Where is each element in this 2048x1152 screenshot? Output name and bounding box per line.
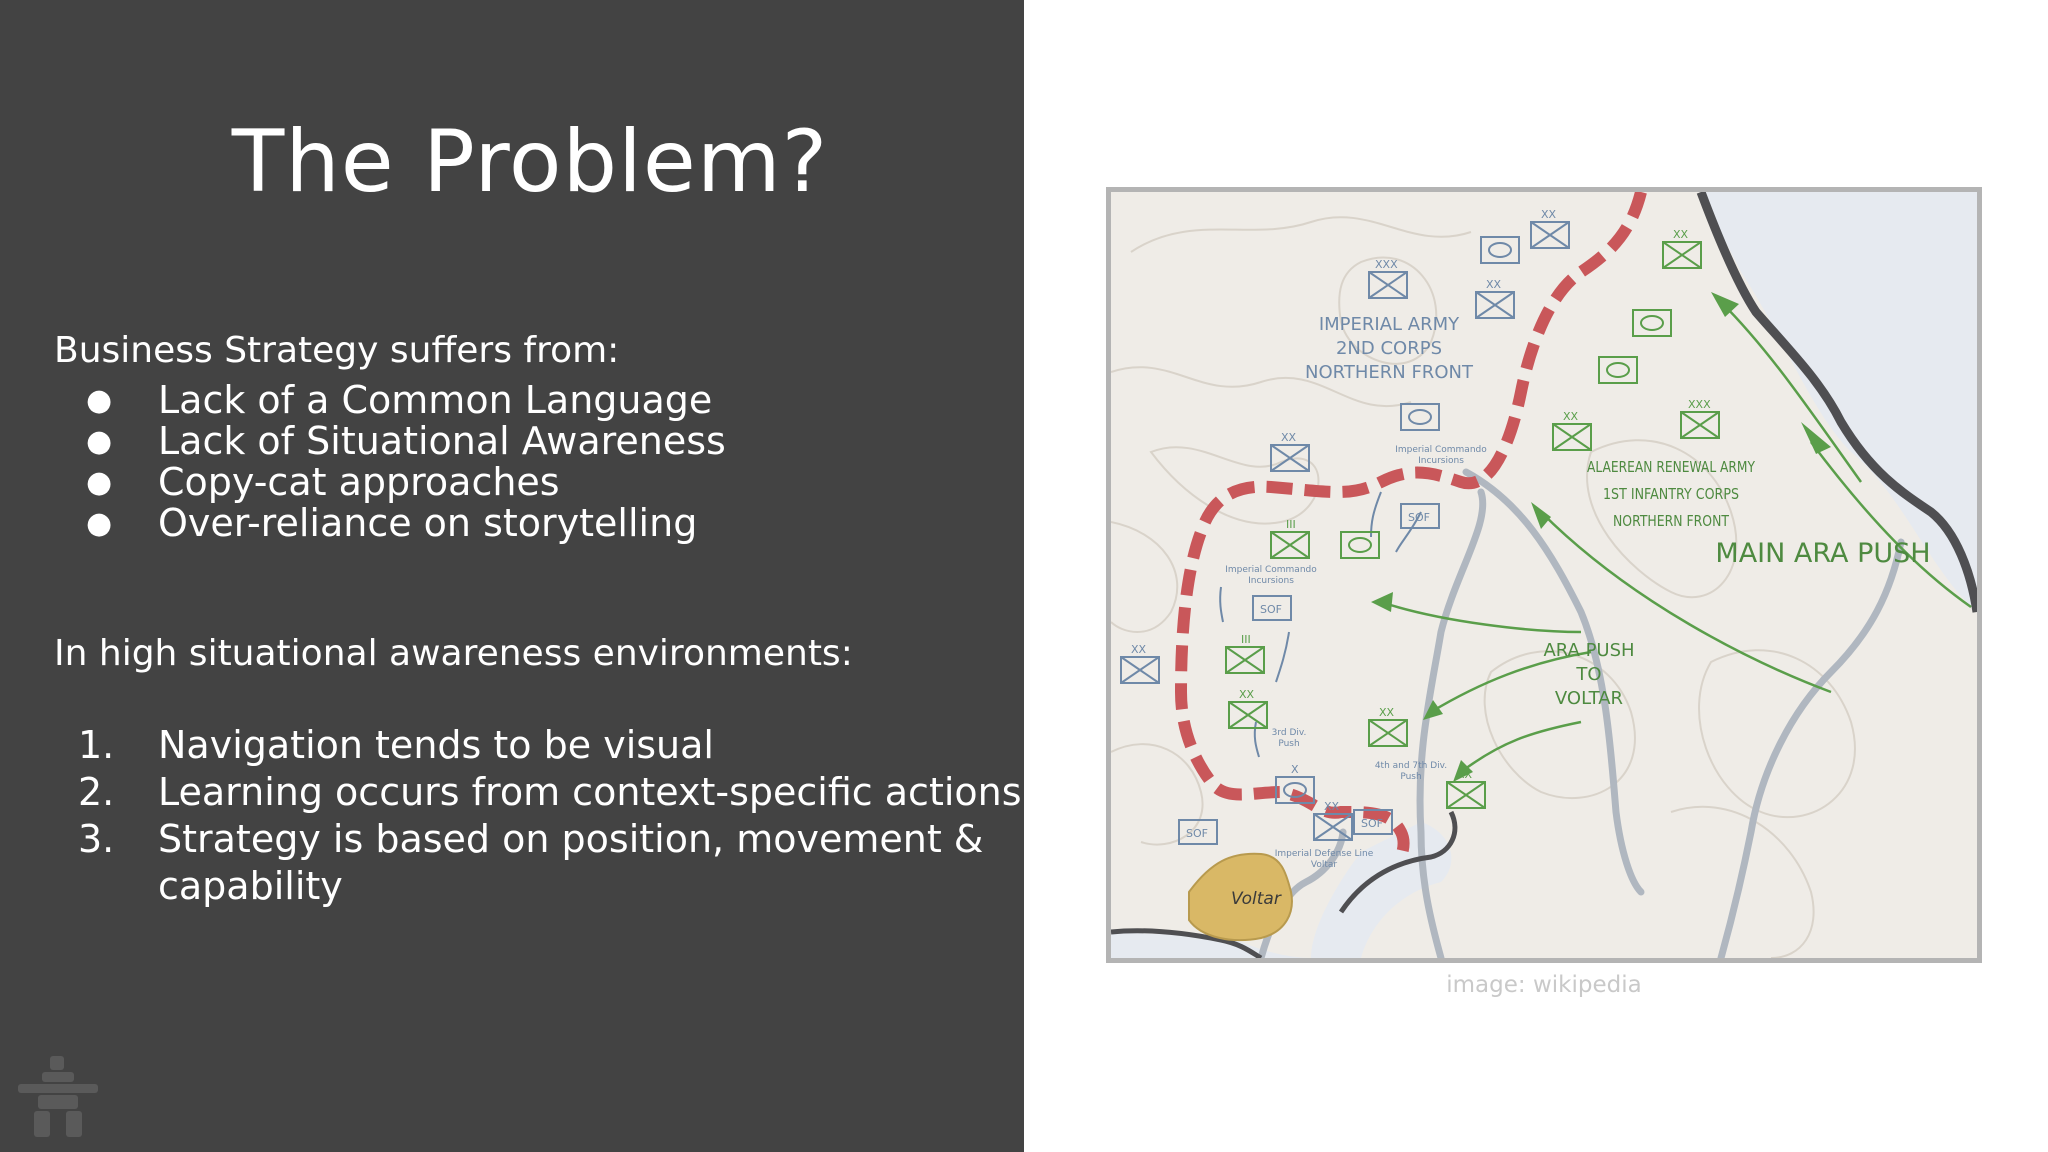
svg-text:NORTHERN FRONT: NORTHERN FRONT [1305, 362, 1473, 383]
imperial-army-label [1305, 314, 1474, 383]
svg-text:Incursions: Incursions [1418, 456, 1464, 466]
svg-text:NORTHERN FRONT: NORTHERN FRONT [1613, 512, 1730, 530]
alaerean-army-label [1587, 458, 1756, 530]
svg-text:XX: XX [1379, 706, 1395, 719]
main-push-label: MAIN ARA PUSH [1715, 538, 1931, 569]
svg-text:XXX: XXX [1375, 258, 1398, 271]
contour-lines [1111, 217, 1855, 958]
list-item: ● Lack of Situational Awareness [86, 419, 726, 463]
list-item: 1. Navigation tends to be visual [78, 723, 714, 767]
svg-text:Push: Push [1278, 739, 1300, 749]
svg-text:Imperial Defense Line: Imperial Defense Line [1274, 849, 1374, 859]
svg-text:Push: Push [1400, 772, 1422, 782]
section1-heading: Business Strategy suffers from: [54, 330, 620, 371]
svg-text:4th and 7th Div.: 4th and 7th Div. [1374, 761, 1448, 771]
svg-text:XX: XX [1131, 643, 1147, 656]
svg-text:XX: XX [1457, 768, 1473, 781]
svg-text:Imperial Commando: Imperial Commando [1225, 565, 1317, 575]
svg-text:2ND CORPS: 2ND CORPS [1335, 338, 1443, 359]
svg-text:XX: XX [1239, 688, 1255, 701]
city-label: Voltar [1231, 889, 1281, 909]
svg-text:III: III [1241, 633, 1251, 646]
svg-text:VOLTAR: VOLTAR [1554, 688, 1624, 709]
lake-area [1311, 822, 1451, 958]
sof-label: SOF [1361, 817, 1383, 830]
svg-text:XX: XX [1673, 228, 1689, 241]
bullet-icon: ● [86, 383, 113, 418]
svg-text:III: III [1286, 518, 1296, 531]
svg-text:TO: TO [1576, 664, 1602, 685]
image-credit: image: wikipedia [1446, 972, 1642, 998]
svg-text:IMPERIAL ARMY: IMPERIAL ARMY [1318, 314, 1460, 335]
list-item: ● Copy-cat approaches [86, 460, 560, 504]
battle-map [1111, 192, 1977, 958]
list-item: ● Over-reliance on storytelling [86, 501, 698, 545]
svg-text:XX: XX [1281, 431, 1297, 444]
svg-text:XXX: XXX [1688, 398, 1711, 411]
bullet-icon: ● [86, 506, 113, 541]
slide-title: The Problem? [231, 112, 829, 212]
svg-text:XX: XX [1486, 278, 1502, 291]
list-item: 2. Learning occurs from context-specific actions [78, 770, 1022, 814]
svg-text:ARA PUSH: ARA PUSH [1543, 640, 1635, 661]
svg-text:3rd Div.: 3rd Div. [1271, 728, 1307, 738]
svg-text:Incursions: Incursions [1248, 576, 1294, 586]
svg-text:XX: XX [1541, 208, 1557, 221]
svg-text:X: X [1291, 763, 1299, 776]
svg-text:Voltar: Voltar [1310, 860, 1338, 870]
list-item: ● Lack of a Common Language [86, 378, 713, 422]
sof-label: SOF [1260, 603, 1282, 616]
svg-text:XX: XX [1563, 410, 1579, 423]
awareness-numbered-list [54, 722, 1038, 910]
svg-text:ALAEREAN RENEWAL ARMY: ALAEREAN RENEWAL ARMY [1587, 458, 1756, 476]
svg-text:XX: XX [1324, 800, 1340, 813]
svg-text:1ST INFANTRY CORPS: 1ST INFANTRY CORPS [1603, 485, 1739, 503]
imperial-unit-echelons [1131, 208, 1557, 813]
sof-label: SOF [1408, 511, 1430, 524]
problem-bullet-list [54, 380, 726, 544]
bullet-icon: ● [86, 424, 113, 459]
ara-push-label [1543, 640, 1634, 709]
battle-map-image [1106, 187, 1982, 963]
bullet-icon: ● [86, 465, 113, 500]
svg-text:Imperial Commando: Imperial Commando [1395, 445, 1487, 455]
list-item: 3. Strategy is based on position, movement & capability [78, 817, 984, 908]
section2-heading: In high situational awareness environments: [54, 633, 853, 674]
sof-label: SOF [1186, 827, 1208, 840]
inukshuk-icon [16, 1054, 100, 1138]
